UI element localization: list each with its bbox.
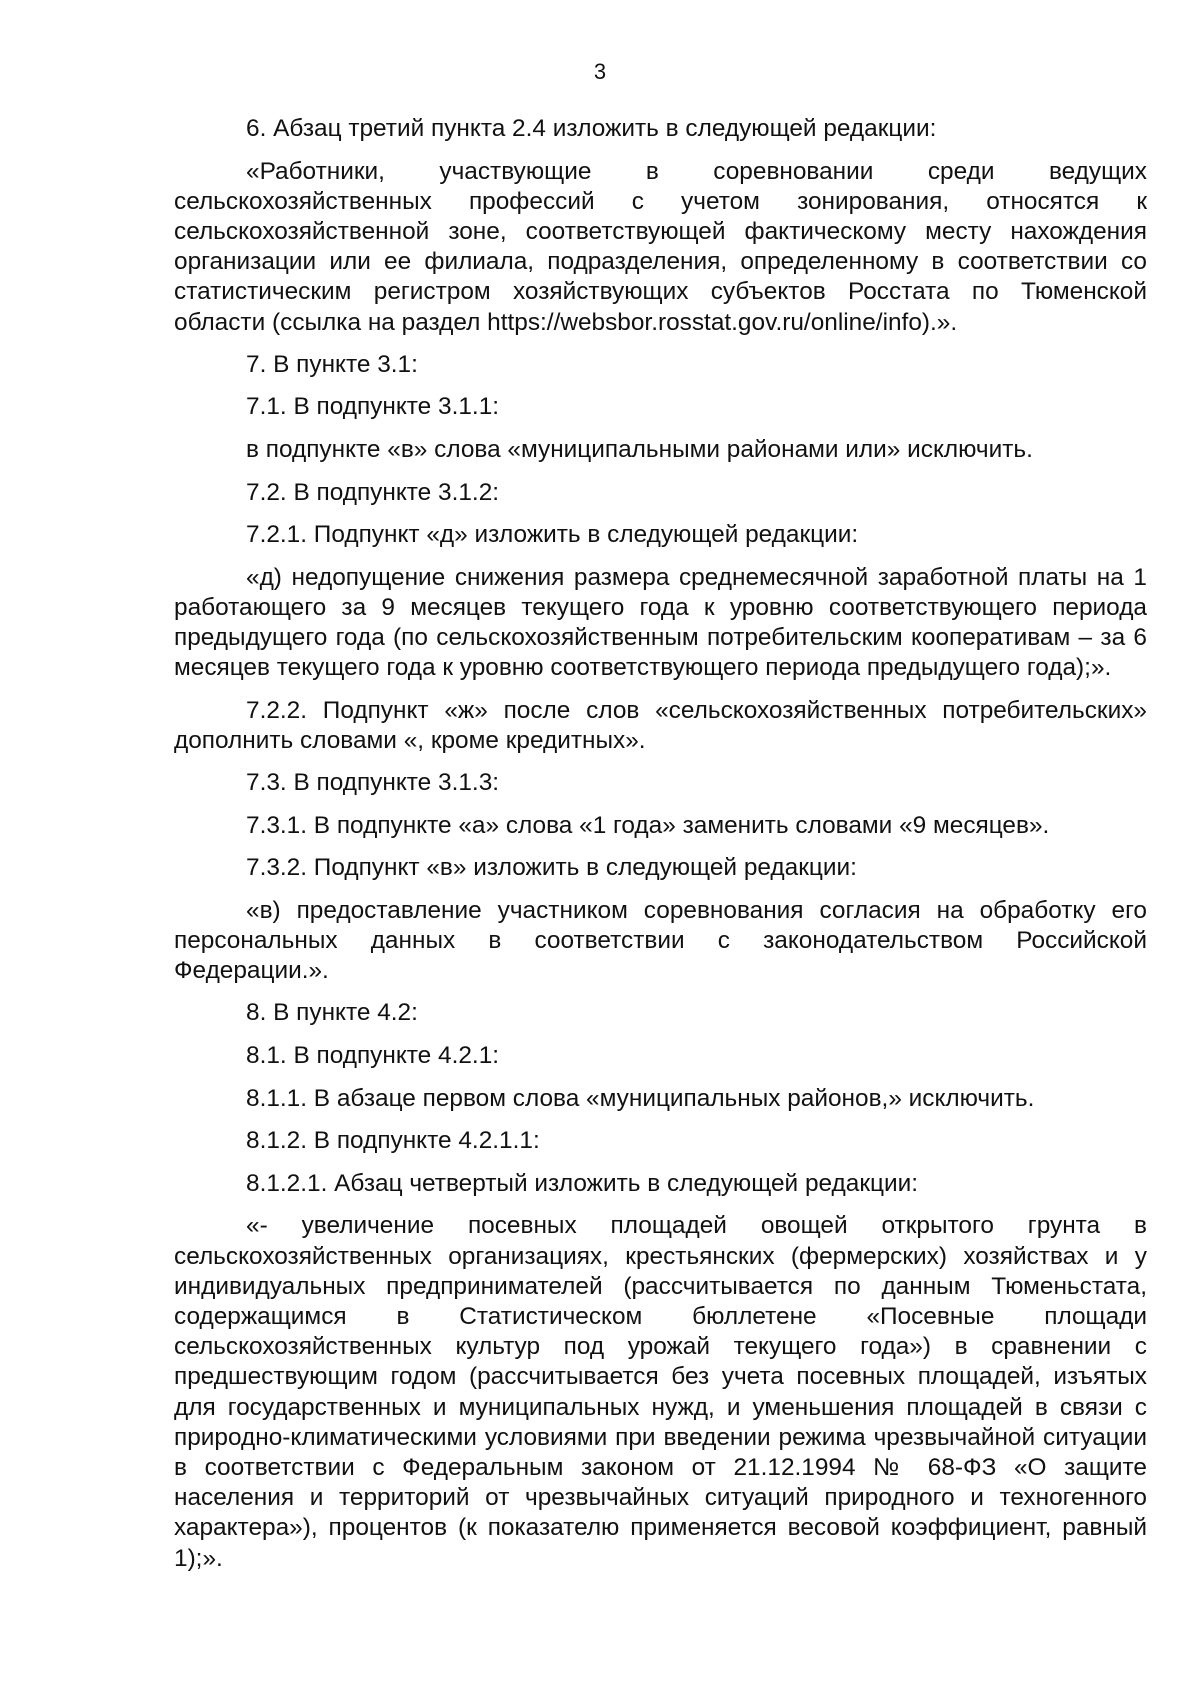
paragraph-7-3: 7.3. В подпункте 3.1.3: <box>246 769 500 796</box>
paragraph-7-3-1: 7.3.1. В подпункте «а» слова «1 года» заменить словами «9 месяцев». <box>246 811 1050 839</box>
paragraph-7-3-2-quote: «в) предоставление участником соревнования согласия на обработку его персональных данных в соответствии с законодательством Российской Федерации.». <box>174 896 1147 985</box>
paragraph-8: 8. В пункте 4.2: <box>246 999 418 1027</box>
paragraph-7-2-1-quote: «д) недопущение снижения размера среднемесячной заработной платы на 1 работающего за 9 месяцев текущего года к уровню соответствующего периода предыдущего года (по сельскохозяйственным потребительским кооперативам – за 6 месяцев текущего года к уровню соответствующего периода предыдущего года);». <box>174 563 1147 682</box>
paragraph-8-1-1: 8.1.1. В абзаце первом слова «муниципальных районов,» исключить. <box>246 1084 1035 1112</box>
paragraph-7-2-1: 7.2.1. Подпункт «д» изложить в следующей редакции: <box>246 521 859 549</box>
paragraph-7: 7. В пункте 3.1: <box>246 350 418 378</box>
paragraph-8-1: 8.1. В подпункте 4.2.1: <box>246 1041 500 1069</box>
paragraph-7-3-2: 7.3.2. Подпункт «в» изложить в следующей редакции: <box>246 854 857 882</box>
paragraph-7-2: 7.2. В подпункте 3.1.2: <box>246 478 500 506</box>
paragraph-6-quote: «Работники, участвующие в соревновании среди ведущих сельскохозяйственных профессий с учетом зонирования, относятся к сельскохозяйственной зоне, соответствующей фактическому месту нахождения организации или ее филиала, подразделения, определенному в соответствии со статистическим регистром хозяйствующих субъектов Росстата по Тюменской области (ссылка на раздел https://websbor.rosstat.gov.ru/online/info).». <box>174 157 1147 336</box>
paragraph-6: 6. Абзац третий пункта 2.4 изложить в следующей редакции: <box>246 115 937 142</box>
paragraph-8-1-2-1: 8.1.2.1. Абзац четвертый изложить в следующей редакции: <box>246 1169 919 1197</box>
document-body <box>174 114 1147 1586</box>
page-number: 3 <box>593 59 607 84</box>
paragraph-7-1: 7.1. В подпункте 3.1.1: <box>246 393 500 421</box>
paragraph-7-2-2: 7.2.2. Подпункт «ж» после слов «сельскохозяйственных потребительских» дополнить словами «, кроме кредитных». <box>174 696 1147 754</box>
paragraph-7-1-text: в подпункте «в» слова «муниципальными районами или» исключить. <box>246 436 1033 463</box>
paragraph-8-1-2: 8.1.2. В подпункте 4.2.1.1: <box>246 1127 540 1155</box>
paragraph-8-1-2-1-quote: «- увеличение посевных площадей овощей открытого грунта в сельскохозяйственных организациях, крестьянских (фермерских) хозяйствах и у индивидуальных предпринимателей (рассчитывается по данным Тюменьстата, содержащимся в Статистическом бюллетене «Посевные площади сельскохозяйственных культур под урожай текущего года») в сравнении с предшествующим годом (рассчитывается без учета посевных площадей, изъятых для государственных и муниципальных нужд, и уменьшения площадей в связи с природно-климатическими условиями при введении режима чрезвычайной ситуации в соответствии с Федеральным законом от 21.12.1994 № 68-ФЗ «О защите населения и территорий от чрезвычайных ситуаций природного и техногенного характера»), процентов (к показателю применяется весовой коэффициент, равный 1);». <box>174 1212 1147 1572</box>
